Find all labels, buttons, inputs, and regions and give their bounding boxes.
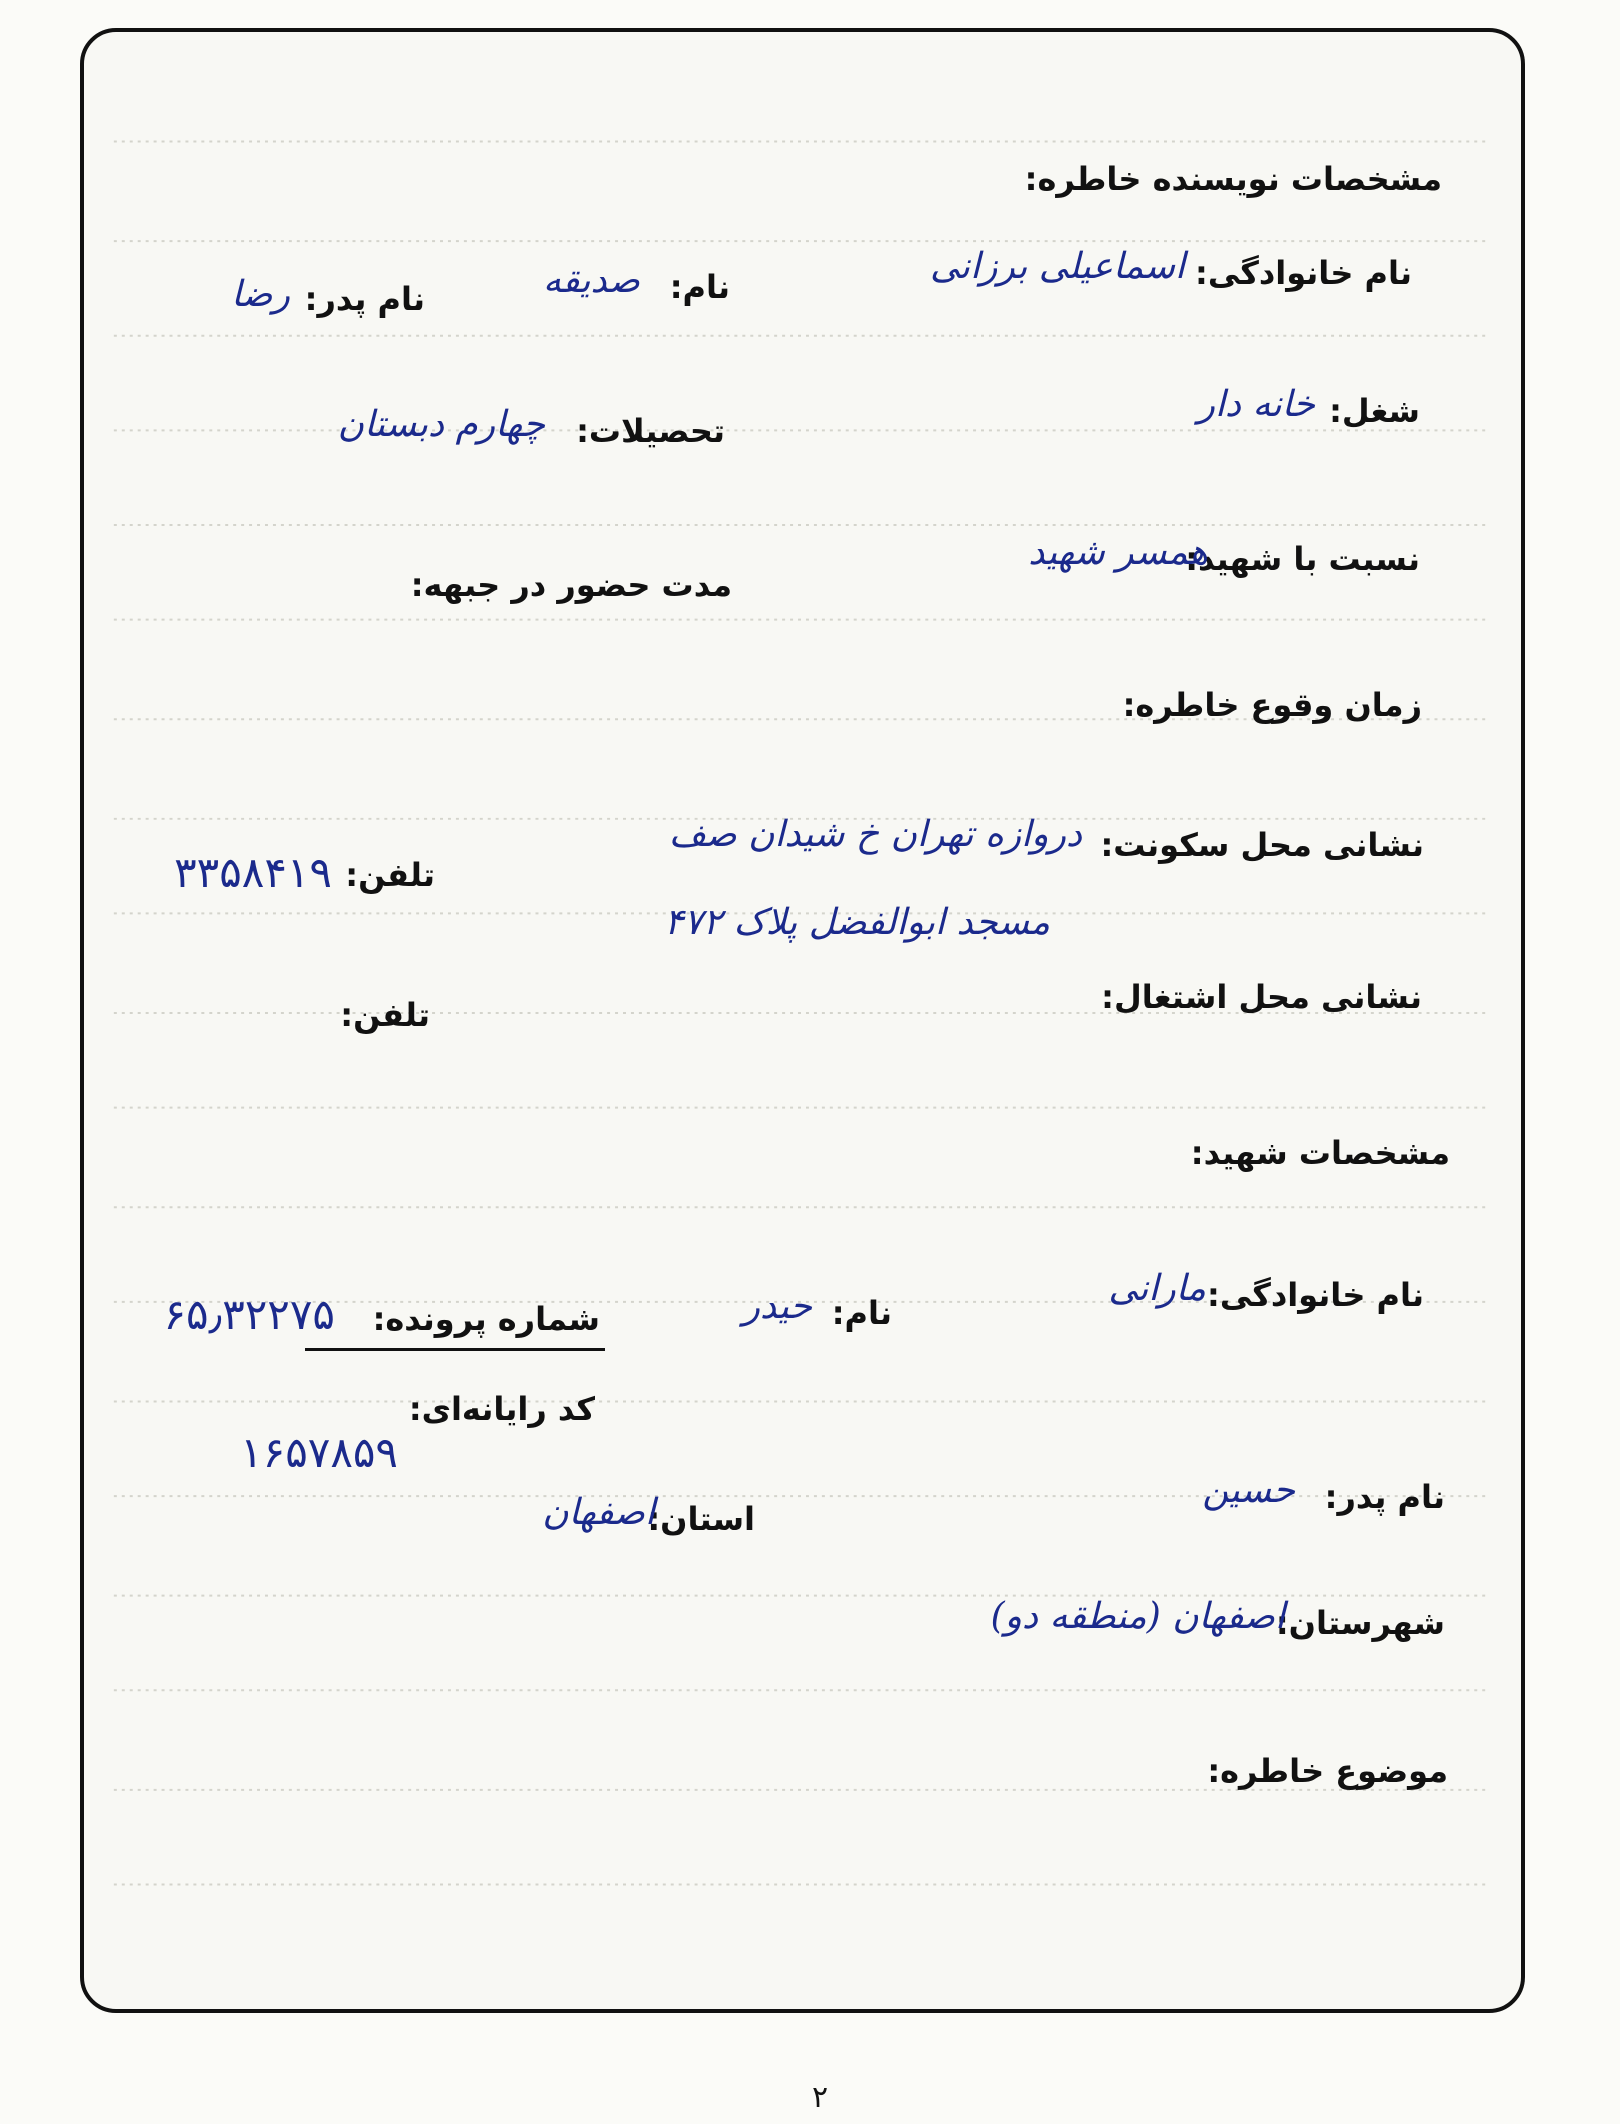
residence-phone-label: تلفن: xyxy=(345,856,435,894)
computer-code-label: کد رایانه‌ای: xyxy=(408,1390,595,1428)
file-number-underline xyxy=(305,1348,605,1351)
workplace-address-label: نشانی محل اشتغال: xyxy=(1101,978,1422,1016)
front-duration-label: مدت حضور در جبهه: xyxy=(410,566,732,604)
page-number: ۲ xyxy=(811,2080,829,2115)
memory-time-label: زمان وقوع خاطره: xyxy=(1122,686,1422,724)
martyr-family-name-value[interactable]: مارانی xyxy=(1108,1268,1206,1309)
martyr-family-name-label: نام خانوادگی: xyxy=(1207,1276,1424,1314)
workplace-phone-label: تلفن: xyxy=(340,996,430,1034)
residence-address-label: نشانی محل سکونت: xyxy=(1100,826,1424,864)
writer-family-name-value[interactable]: اسماعیلی برزانی xyxy=(930,246,1185,287)
faint-background-lines xyxy=(84,32,1521,2009)
file-number-value[interactable]: ۶۵٫۳۲۲۷۵ xyxy=(163,1290,335,1339)
writer-relation-value[interactable]: همسر شهید xyxy=(1028,532,1208,573)
martyr-father-name-label: نام پدر: xyxy=(1324,1478,1445,1516)
writer-education-label: تحصیلات: xyxy=(576,412,725,450)
file-number-label: شماره پرونده: xyxy=(372,1300,600,1338)
writer-name-label: نام: xyxy=(669,268,730,306)
writer-relation-label: نسبت با شهید: xyxy=(1185,540,1420,578)
writer-father-name-label: نام پدر: xyxy=(304,280,425,318)
city-value[interactable]: اصفهان (منطقه دو) xyxy=(990,1596,1285,1637)
residence-address-line1[interactable]: دروازه تهران خ شیدان صف xyxy=(668,814,1082,855)
writer-education-value[interactable]: چهارم دبستان xyxy=(337,404,545,445)
writer-name-value[interactable]: صدیقه xyxy=(543,260,640,301)
writer-occupation-value[interactable]: خانه دار xyxy=(1197,384,1315,425)
martyr-name-label: نام: xyxy=(831,1294,892,1332)
memory-subject-label: موضوع خاطره: xyxy=(1207,1752,1448,1790)
writer-family-name-label: نام خانوادگی: xyxy=(1195,254,1412,292)
residence-phone-value[interactable]: ۳۳۵۸۴۱۹ xyxy=(174,848,332,897)
martyr-name-value[interactable]: حیدر xyxy=(742,1286,812,1327)
martyr-section-heading: مشخصات شهید: xyxy=(1190,1134,1450,1172)
computer-code-value[interactable]: ۱۶۵۷۸۵۹ xyxy=(240,1428,398,1477)
residence-address-line2[interactable]: مسجد ابوالفضل پلاک ۴۷۲ xyxy=(664,902,1050,943)
martyr-father-name-value[interactable]: حسین xyxy=(1202,1470,1295,1511)
province-label: استان: xyxy=(647,1500,755,1538)
province-value[interactable]: اصفهان xyxy=(542,1492,655,1533)
form-frame xyxy=(80,28,1525,2013)
writer-section-heading: مشخصات نویسنده خاطره: xyxy=(1024,160,1442,198)
city-label: شهرستان: xyxy=(1275,1604,1445,1642)
writer-occupation-label: شغل: xyxy=(1329,392,1420,430)
writer-father-name-value[interactable]: رضا xyxy=(231,274,290,315)
